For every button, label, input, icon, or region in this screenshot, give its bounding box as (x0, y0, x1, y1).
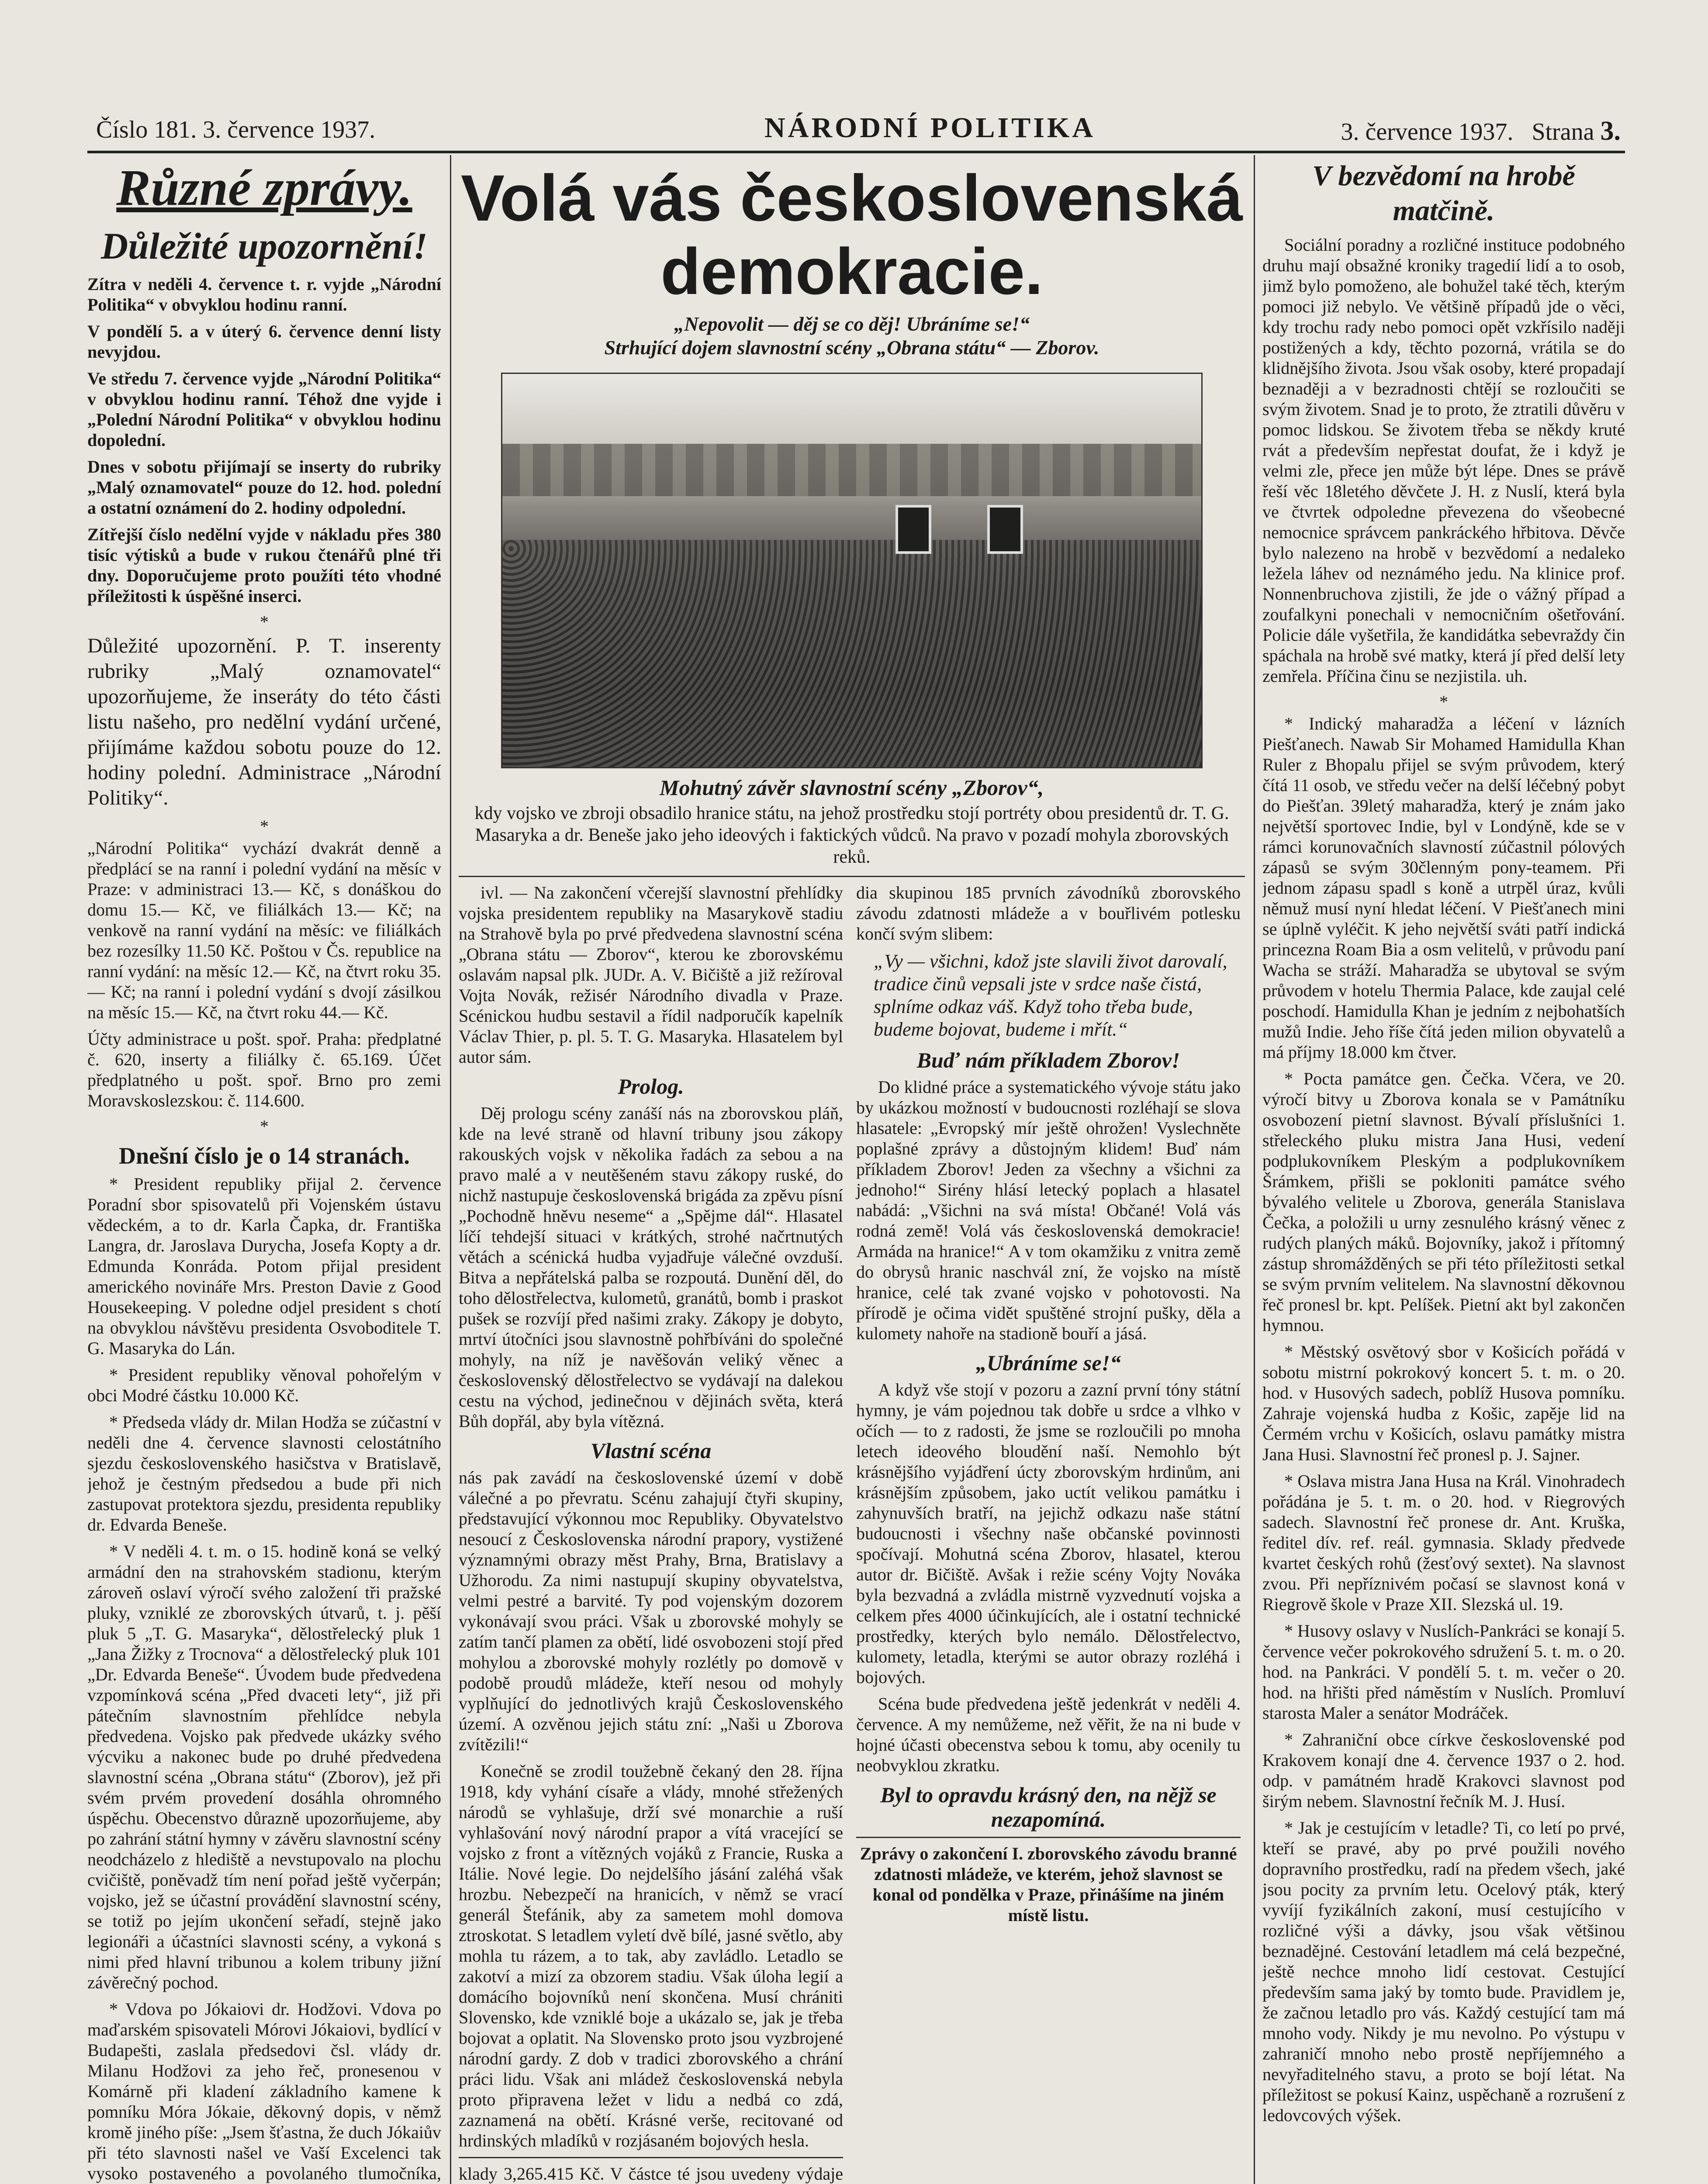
news-item: * Městský osvětový sbor v Košicích pořádá v sobotu mistrní pokrokový koncert 5. t. m. o 20. hod. v Husových sadech, poblíž Husova pomníku. Zahraje vojenská hudba z Košic, zapěje lid na Čermém vrchu v Košicích, oslavu památky mistra Jana Husi. Slavnostní řeč pronesl p. J. Sajner. (1262, 1342, 1625, 1464)
subscription-info: „Národní Politika“ vychází dvakrát denně a předplácí se na ranní i polední vydání na měsíc v Praze: v administraci 13.— Kč, s donáškou do domu 15.— Kč, ve filiálkách 13.— Kč; na venkově na ranní vydání na měsíc: ve filiálkách bez rozesílky 11.50 Kč. Poštou v Čs. republice na ranní vydání: na měsíc 12.— Kč, na čtvrt roku 35.— Kč; na ranní i polední vydání s dvojí zásilkou na měsíc 15.— Kč, na čtvrt roku 44.— Kč. (87, 838, 441, 1022)
notice: Zítra v neděli 4. července t. r. vyjde „Národní Politika“ v obvyklou hodinu ranní. (87, 274, 441, 314)
photo-crowd (502, 540, 1201, 767)
section-heading: Různé zprávy. (116, 159, 412, 216)
section-heading: Vlastní scéna (590, 1438, 712, 1463)
section-heading: „Ubráníme se!“ (976, 1351, 1121, 1375)
notice: Důležité upozornění. P. T. inserenty rubriky „Malý oznamovatel“ upozorňujeme, že inseráty do této části listu našeho, pro nedělní vydání určené, přijímáme každou sobotu pouze do 12. hodiny polední. Administrace „Národní Politiky“. (87, 634, 441, 809)
admin-info: Účty administrace u pošt. spoř. Praha: předplatné č. 620, inserty a filiálky č. 65.169. Účet předplatného u pošt. spoř. Brno pro zemi Moravskoslezskou: č. 114.600. (87, 1029, 441, 1110)
news-item: * Jak je cestujícím v letadle? Ti, co letí po prvé, kteří se pravé, aby po prvé použili nového dopravního prostředku, radí na předem všech, jaké jsou pocity za prvním letu. Ocelový pták, který vyvíjí fyzikálních zakoní, musí cestujícího v rozličné výši a dávky, jsou však většinou beznadějné. Cestování letadlem má celá bezpečné, ještě nechce mnoho lidí cestovat. Cestující především sama jaký by tomto bude. Pravidlem je, že začnou letadlo pro vás. Každý cestující tam má mnoho vody. Nikdy je mu nevolno. Po výstupu v zahraničí mnoho nebo prostě nepříjemného a nevyřaditelného stavu, a proto se bojí létat. Na příležitost se pokusí Kainz, uspěchaně a rozrušení z ledovcových výšek. (1262, 1818, 1625, 2125)
photo-portrait (895, 505, 931, 554)
photo-caption: kdy vojsko ve zbroji obsadilo hranice státu, na jehož prostředku stojí portréty obou presidentů dr. T. G. Masaryka a dr. Beneše jako jeho ideových i faktických vůdců. Na pravo v pozadí mohyla zborovských reků. (474, 803, 1229, 867)
news-item: * President republiky věnoval pohořelým v obci Modré částku 10.000 Kč. (87, 1365, 441, 1405)
column-left (87, 155, 441, 2184)
photo-portrait (987, 505, 1023, 554)
photo-caption-title: Mohutný závěr slavnostní scény „Zborov“, (660, 775, 1044, 800)
separator: * (260, 612, 269, 632)
news-item: * Předseda vlády dr. Milan Hodža se zúčastní v neděli dne 4. července slavnosti celostátního sjezdu československého hasičstva v Bratislavě, jehož je čestným předsedou a bude při nich zastupovat protektora sjezdu, presidenta republiky dr. Edvarda Beneše. (87, 1412, 441, 1534)
column-rule (1254, 155, 1255, 2184)
notice: Zítřejší číslo nedělní vyjde v nákladu přes 380 tisíc výtisků a bude v rukou čtenářů plné tři dny. Doporučujeme proto použíti této vhodné příležitosti k úspěšné inserci. (87, 525, 441, 606)
news-item: * Oslava mistra Jana Husa na Král. Vinohradech pořádána je 5. t. m. o 20. hod. v Riegrových sadech. Slavnostní řeč pronese dr. Ant. Kruška, ředitel dív. ref. reál. gymnasia. Sklady předvede kvartet českých rohů (žesťový sextet). Na slavnost zvou. Při nepříznivém počasí se slavnost koná v Riegrově škole v Praze XII. Slezská ul. 19. (1262, 1471, 1625, 1614)
notice: Ve středu 7. července vyjde „Národní Politika“ v obvyklou hodinu ranní. Téhož dne vyjde i „Polední Národní Politika“ v obvyklou hodinu dopolední. (87, 369, 441, 450)
divider (459, 2157, 843, 2158)
article-text: Scéna bude předvedena ještě jedenkrát v neděli 4. července. A my nemůžeme, než věřit, že na ni bude v hojné účasti obecenstva sebou k tomu, aby ocenily tu neobvyklou zkratku. (856, 1694, 1241, 1775)
article-text: dia skupinou 185 prvních závodníků zborovského závodu zdatnosti mládeže a v bouřlivém potlesku končí svým slibem: (856, 883, 1241, 943)
news-item: * V neděli 4. t. m. o 15. hodině koná se velký armádní den na strahovském stadionu, kterým zároveň oslaví výročí svého založení tři pražské pluky, vzniklé ze zborovských útvarů, t. j. pěší pluk 5 „T. G. Masaryka“, dělostřelecký pluk 1 „Jana Žižky z Trocnova“ a dělostřelecký pluk 101 „Dr. Edvarda Beneše“. Úvodem bude předvedena vzpomínková scéna „Před dvaceti lety“, již při pátečním slavnostním přehlídce nebyla předvedena. Vojsko pak předvede ukázky svého výcviku a nakonec bude po druhé předvedena slavnostní scéna „Obrana státu“ (Zborov), jež při svém prvém provedení dosáhla ohromného úspěchu. Obecenstvo důrazně upozorňujeme, aby po zahrání státní hymny v závěru slavnostní scény neodcházelo z hlediště a nevstupovalo na plochu cvičiště, poněvadž tím není pořad ještě vyčerpán; vojsko, jež se účastní provádění slavnostní scény, se totiž po jejím ukončení seřadí, stejně jako legionáři a účastníci slavnosti scény, a vykoná s nimi před hlavní tribunou a kolem tribuny jižní závěrečný pochod. (87, 1541, 441, 1992)
separator: * (260, 1116, 269, 1136)
column-center (459, 155, 1245, 2184)
article-text: Sociální poradny a rozličné instituce podobného druhu mají obsažné kroniky tragedií lidí a to osob, jimž bylo pomoženo, ale bohužel také těch, kterým pomoci již nebylo. Ve většině případů jde o věci, kdy trochu rady nebo pomoci opět vzkřísilo naději postižených a kdy, těchto pozorná, vrátila se do klidnějšího života. Jsou však osoby, které propadají beznaději a v bezradnosti chtějí se rozloučiti se svým životem. Snad je to proto, že ztratili důvěru v pomoc lidskou. Se životem třeba se někdy kruté rvát a především nepřestat doufat, že i když je velmi zle, přece jen může být lépe. Dnes se právě řeší věc 18letého děvčete J. H. z Nuslí, která byla ve čtvrtek odpoledne převezena do všeobecné nemocnice správcem pankráckého hřbitova. Děvče bylo nalezeno na hrobě v bezvědomí a nedaleko ležela láhev od neznámého jedu. Na klinice prof. Nonnenbruchova zjistili, že jde o vážný případ a zoufalkyni ponechali v nemocničním ošetřování. Policie dále vyšetřila, že kandidátka sebevraždy čin spáchala na hrobě své matky, která jí před delší lety zemřela. Příčina činu se nezjistila. uh. (1262, 235, 1625, 686)
newspaper-title: NÁRODNÍ POLITIKA (764, 112, 1096, 144)
article-body (459, 882, 1245, 2184)
date: 3. července 1937. (1341, 118, 1514, 145)
news-item: * Vdova po Jókaiovi dr. Hodžovi. Vdova po maďarském spisovateli Mórovi Jókaiovi, bydlící v Budapešti, zaslala předsedovi čsl. vlády dr. Milanu Hodžovi za jeho řeč, pronesenou v Komárně při kladení základního kamene k pomníku Móra Jókaie, děkovný dopis, v němž kromě jiného píše: „Jsem šťastna, že duch Jókaiův při této slavnosti našel ve Vaší Excelenci tak vysoko postaveného a povolaného tlumočníka, (87, 1999, 441, 2183)
column-right (1262, 155, 1625, 2184)
notice-heading: Důležité upozornění! (101, 225, 428, 267)
issue-number: Číslo 181. 3. července 1937. (96, 116, 376, 143)
verse: „Vy — všichni, kdož jste slavili život darovalí, tradice činů vepsali jste v srdce naše čistá, splníme odkaz váš. Když toho třeba bude, budeme bojovat, budeme i mřít.“ (874, 950, 1227, 1040)
news-item: * Zahraniční obce církve československé pod Krakovem konají dne 4. července 1937 o 2. hod. odp. v památném hradě Krakovci slavnost pod širým nebem. Slavnostní řečník M. J. Husí. (1262, 1730, 1625, 1811)
masthead (87, 109, 1625, 153)
article-left-column (459, 882, 843, 2184)
section-heading: Prolog. (618, 1074, 684, 1099)
section-heading: Buď nám příkladem Zborov! (916, 1048, 1180, 1072)
article-right-column (856, 882, 1241, 1932)
date-and-page (1341, 116, 1621, 147)
article-text: Konečně se zrodil toužebně čekaný den 28. října 1918, kdy vyhání císaře a vlády, mnohé střežených národů se vyhlašuje, drží své monarchie a ruší vyhlašování nový národní prapor a vítá vracející se vojsko z front a vítězných vojáků z Francie, Ruska a Itálie. Nové legie. Do nejdelšího jásání zaléhá však hrozbu. Nebezpečí na hranicích, v němž se vrací generál Štefánik, aby za sametem mohl domova ztroskotat. S letadlem vyletí dvě bílé, jasné světlo, aby mohla tu rázem, a to tak, aby zavládlo. Letadlo se zakotví a mizí za obzorem stadiu. Však úloha legií a domácího bojovníků není skončena. Musí chrániti Slovensko, kde vzniklé boje a ukázalo se, jak je třeba bojovat a oplatit. Na Slovensko proto jsou vyzbrojené národní gardy. Z dob v tradici zborovského a chrání práci lidu. Však ani mládež československá nebyla proto připravena ležet v lidu a nedbá co zdá, zaznamená na obětí. Krásné verše, recitované od hrdinských mladíků v rozjásaném bojových hesla. (459, 1761, 843, 2150)
notice: V pondělí 5. a v úterý 6. července denní listy nevyjdou. (87, 321, 441, 362)
news-item: * Pocta památce gen. Čečka. Včera, ve 20. výročí bitvy u Zborova konala se v Památníku osvobození pietní slavnost. Bývalí příslušníci 1. střeleckého pluku mistra Jana Husi, vedení podplukovníkem Pleským a podplukovníkem Šrámkem, přišli se pokloniti památce svého bývalého velitele u Zborova, generála Stanislava Čečka, a položili u urny zesnulého krásný věnec z rudých planých máků. Bojovníky, jakož i přítomný zástup shromážděných se při této příležitosti setkal se svým prvním velitelem. Na slavnostní děkovnou řeč pronesl br. kpt. Pelíšek. Pietní akt byl zakončen hymnou. (1262, 1069, 1625, 1335)
page-label: Strana (1532, 118, 1594, 145)
photo-grandstand (502, 444, 1201, 496)
article-text: Do klidné práce a systematického vývoje státu jako by ukázkou možností v budoucnosti rozléhají se slova hlasatele: „Evropský mír ještě ohrožen! Vyslechněte poplašné zprávy a důstojným klidem! Buď nám příkladem Zborov! Jeden za všechny a všichni za jednoho!“ Sirény hlásí letecký poplach a hlasatel nabádá: „Všichni na svá místa! Občané! Volá vás rodná země! Volá vás československá demokracie! Armáda na hranice!“ A v tom okamžiku z vnitra země do obrysů hranic naschvál zní, že vojsko na místě hranice, celé tak zvané vojsko v pohotovosti. Na přírodě je očima vidět spuštěné strojní pušky, děla a kulomety nahoře na stadioně bouří a jásá. (856, 1077, 1241, 1343)
notice: Dnes v sobotu přijímají se inserty do rubriky „Malý oznamovatel“ pouze do 12. hod. polední a ostatní oznámení do 2. hodiny odpolední. (87, 457, 441, 518)
article-text: A když vše stojí v pozoru a zazní první tóny státní hymny, je vám pojednou tak dobře u srdce a vlhko v očích — to z radosti, že jsme se rozloučili po mnoha letech ideového bloudění naší. Nemohlo být krásnějšího vyjádření úcty zborovským hrdinům, ani krásnějším způsobem, jako uctít velikou památku i zahynuvších bratří, na jejichž odkazu naše státní budoucnosti i všechny naše občanské povinnosti spočívají. Mohutná scéna Zborov, hlasatel, kterou autor dr. Bičiště. Avšak i režie scény Vojty Nováka byla bezvadná a zvládla mistrně vyzvednutí vojska a celkem přes 4000 účinkujících, ale i ostatní technické prostředky, kterých bylo nemálo. Dělostřelectvo, kulomety, letadla, kterými se autor obrazy rozléhá i bojových. (856, 1380, 1241, 1687)
article-note: Zprávy o zakončení I. zborovského závodu branné zdatnosti mládeže, ve kterém, jehož slavnost se konal od pondělka v Praze, přinášíme na jiném místě listu. (860, 1844, 1237, 1925)
stadium-photo (501, 373, 1203, 768)
page-number: 3. (1600, 116, 1621, 146)
section-heading: Byl to opravdu krásný den, na nějž se nezapomíná. (880, 1783, 1217, 1832)
subheadline: Strhující dojem slavnostní scény „Obrana státu“ — Zborov. (604, 336, 1099, 359)
divider (459, 876, 1245, 877)
news-item: * Indický maharadža a léčení v lázních Piešťanech. Nawab Sir Mohamed Hamidulla Khan Ruler z Bhopalu přijel se svým průvodem, který čítá 11 osob, ve středu večer na delší léčebný pobyt do Piešťan. 39letý maharadža, který je znám jako největší sportovec Indie, byl v Londýně, kde se v rámci korunovačních slavností zúčastnil pólových zápasů se svým 30členným pony-teamem. Při jednom zápasu spadl s koně a utrpěl úraz, kvůli němuž musí nyní hledat léčení. V Piešťanech mini se úplně vyléčit. K jeho největší sváti patří indická princezna Roam Bia a osm velitelů, v průvodu paní Wacha se stráží. Maharadža se ubytoval se svým průvodem v hotelu Thermia Palace, kde zaujal celé poschodí. Hamidulla Khan je jedním z nejbohatších mužů Indie. Jeho říše čítá jeden milion obyvatelů a má příjmy 18.000 km čtver. (1262, 714, 1625, 1062)
article-text: nás pak zavádí na československé území v době válečné a po převratu. Scénu zahajují čtyři skupiny, představující výkonnou moc Republiky. Obyvatelstvo nesoucí z Československa národní prapory, vystižené významnými obrazy měst Prahy, Brna, Bratislavy a Užhorodu. Za nimi nastupují skupiny obyvatelstva, velmi pestré a barvité. Ty pod vojenským dozorem vykonávají svou práci. Však u zborovské mohyly se zatím tančí plamen za obětí, lidé osvobozeni stojí před mohylou a zborovské mohyly rozlétly po domově v podobě proudů mládeže, kteří nesou od mohyly vyplňující do jednotlivých krajů Československého území. A ozvěnou jejich státu zní: „Naši u Zborova zvítězili!“ (459, 1468, 843, 1754)
separator: * (1439, 692, 1448, 712)
pages-heading: Dnešní číslo je o 14 stranách. (119, 1143, 410, 1169)
news-item: * President republiky přijal 2. července Poradní sbor spisovatelů při Vojenském ústavu vědeckém, a to dr. Karla Čapka, dr. Františka Langra, dr. Jaroslava Durycha, Josefa Kopty a dr. Edmunda Konráda. Potom přijal president amerického novináře Mrs. Preston Davie z Good Housekeeping. V poledne odjel president s chotí na obvyklou návštěvu presidenta Osvoboditele T. G. Masaryka do Lán. (87, 1174, 441, 1358)
separator: * (260, 816, 269, 836)
main-headline: Volá vás československá demokracie. (460, 161, 1243, 308)
article-text: Děj prologu scény zanáší nás na zborovskou pláň, kde na levé straně od hlavní tribuny jsou zákopy rakouských vojsk v několika řadách za sebou a na pravo malé a v neutěšeném stavu zákopy ruské, do nichž nastupuje československá brigáda za zpěvu písní „Pochodně hněvu neseme“ a „Spějme dál“. Hlasatel líčí tehdejší situaci v krátkých, strohé načrtnutých větách a scénická hudba vyjadřuje válečné ovzduší. Bitva a nepřátelská palba se rozpoutá. Dunění děl, do toho dělostřelectva, kulometů, granátů, bomb i praskot pušek se rozvíjí před našimi zraky. Zákopy je dobyto, mrtví útočníci jsou slavnostně pohřbíváni do společné mohyly, na níž je navěšován veliký věnec a československý dělostřelectvo se vydávají na dalekou cestu na východ, jedinečnou v dějinách světa, která Bůh dopřál, aby byla vítězná. (459, 1103, 843, 1431)
subheadline: „Nepovolit — děj se co děj! Ubráníme se!“ (674, 313, 1030, 335)
article-text: ivl. — Na zakončení včerejší slavnostní přehlídky vojska presidentem republiky na Masarykově stadiu na Strahově byla po prvé předvedena slavnostní scéna „Obrana státu — Zborov“, kterou ke zborovskému oslavám napsal plk. JUDr. A. V. Bičiště a již režíroval Vojta Novák, režisér Národního divadla v Praze. Scénickou hudbu sestavil a řídil nadporučík kapelník Václav Thier, p. pl. 5. T. G. Masaryka. Hlasatelem byl autor sám. (459, 883, 843, 1067)
news-item: * Husovy oslavy v Nuslích-Pankráci se konají 5. července večer pokrokového sdružení 5. t. m. o 20. hod. na Pankráci. V pondělí 5. t. m. večer o 20. hod. na hřišti před náměstím v Nuslích. Promluví starosta Maler a senátor Modráček. (1262, 1621, 1625, 1723)
divider (856, 1837, 1241, 1838)
column-rule (450, 155, 451, 2184)
article-heading: V bezvědomí na hrobě matčině. (1312, 160, 1575, 227)
article-text: klady 3,265.415 Kč. V částce té jsou uvedeny výdaje (459, 2164, 843, 2184)
